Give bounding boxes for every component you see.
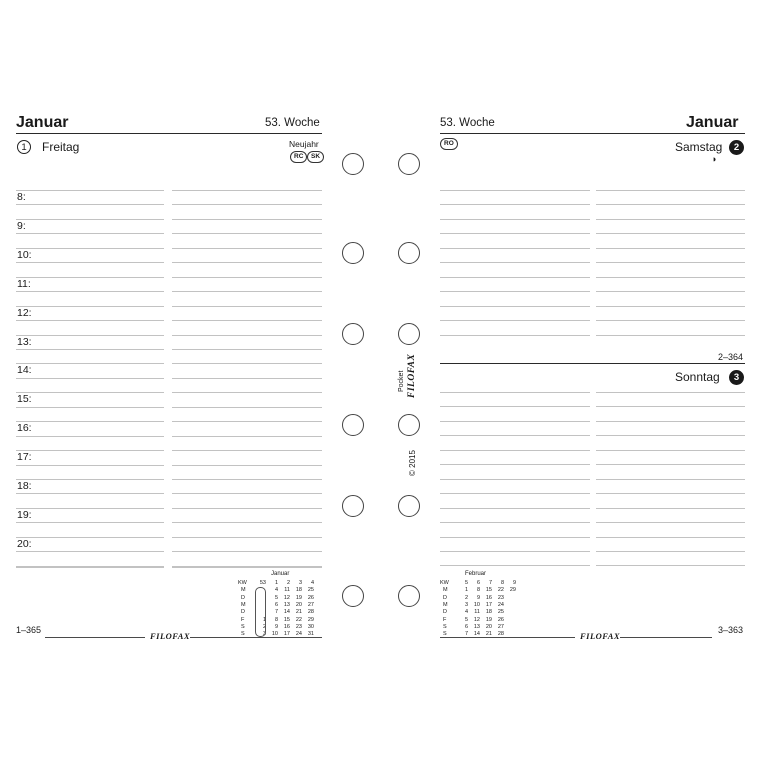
right-rule-line [440, 421, 590, 422]
mini-day-cell: 18 [295, 587, 302, 594]
left-rule-line [172, 392, 322, 393]
left-badge-sk: SK [307, 151, 324, 163]
left-rule-line [16, 493, 164, 494]
hour-label: 13: [17, 335, 32, 348]
right-rule-line [440, 306, 590, 307]
hour-label: 9: [17, 219, 26, 232]
left-rule-line [16, 306, 164, 307]
left-rule-line [16, 233, 164, 234]
binder-hole [398, 242, 420, 264]
right-rule-line [440, 565, 590, 566]
mini-day-cell: 2 [262, 623, 266, 630]
mini-weekday: F [443, 616, 447, 623]
left-rule-line [172, 190, 322, 191]
mini-day-cell: 17 [485, 601, 492, 608]
left-rule-line [172, 233, 322, 234]
mini-day-cell: 31 [307, 631, 314, 638]
mini-day-cell: 8 [274, 616, 278, 623]
left-rule-line [172, 551, 322, 552]
mini-day-cell: 13 [283, 601, 290, 608]
spine-pocket-label: Pocket [398, 370, 405, 392]
mini-day-cell: 11 [284, 587, 290, 594]
left-rule-line [172, 421, 322, 422]
left-rule-line [16, 335, 164, 336]
mini-weekday: F [241, 616, 245, 623]
left-rule-line [16, 378, 164, 379]
binder-hole [342, 495, 364, 517]
left-rule-line [16, 363, 164, 364]
left-rule-line [172, 493, 322, 494]
mini-weekday: M [241, 587, 246, 594]
mini-week-number: 2 [286, 580, 290, 586]
mini-day-cell: 6 [274, 601, 278, 608]
right-rule-line [440, 248, 590, 249]
mini-day-cell: 8 [476, 587, 480, 594]
right-rule-line [596, 219, 745, 220]
hour-label: 11: [17, 277, 31, 290]
right-rule-line [596, 406, 745, 407]
mini-day-cell: 12 [283, 594, 290, 601]
binder-hole [342, 585, 364, 607]
mini-weekday: S [241, 623, 245, 630]
mini-week-number: 1 [274, 580, 278, 586]
right-rule-line [596, 335, 745, 336]
mini-day-cell: 30 [307, 623, 314, 630]
left-rule-line [16, 479, 164, 480]
right-rule-line [440, 435, 590, 436]
sunday-name: Sonntag [675, 370, 720, 384]
right-rule-line [596, 190, 745, 191]
mini-weekday: D [241, 594, 245, 601]
mini-day-cell: 17 [283, 631, 290, 638]
right-rule-line [596, 479, 745, 480]
left-rule-line [16, 248, 164, 249]
left-rule-line [16, 349, 164, 350]
right-page-number: 3–363 [718, 625, 744, 635]
mini-day-cell: 5 [274, 594, 278, 601]
left-rule-line [172, 335, 322, 336]
mini-day-cell: 10 [271, 631, 278, 638]
right-rule-line [440, 320, 590, 321]
mini-week-number: 6 [476, 580, 480, 586]
right-header-rule [440, 133, 745, 134]
right-rule-line [596, 392, 745, 393]
mini-weekday: S [241, 631, 245, 638]
right-rule-line [440, 335, 590, 336]
left-rule-line [172, 204, 322, 205]
filofax-logo-right: FILOFAX [580, 631, 621, 641]
left-rule-line [16, 277, 164, 278]
left-rule-line [172, 450, 322, 451]
hour-label: 15: [17, 393, 32, 406]
left-rule-line [16, 567, 164, 568]
mini-week-number: 9 [512, 580, 516, 586]
hour-label: 12: [17, 306, 32, 319]
mini-day-cell: 4 [464, 609, 468, 616]
right-rule-line [440, 464, 590, 465]
mini-day-cell: 18 [485, 609, 492, 616]
day-divider-rule [440, 363, 745, 364]
mini-week-number: 3 [298, 580, 302, 586]
left-rule-line [172, 291, 322, 292]
mini-day-cell: 14 [473, 631, 480, 638]
saturday-page-number: 2–364 [718, 352, 744, 362]
mini-week-number: 8 [500, 580, 504, 586]
mini-day-cell: 3 [262, 631, 266, 638]
mini-day-cell: 4 [274, 587, 278, 594]
right-footer-rule-2 [620, 637, 712, 638]
mini-day-cell: 23 [295, 623, 302, 630]
mini-day-cell: 20 [295, 601, 302, 608]
left-rule-line [172, 277, 322, 278]
mini-day-cell: 29 [307, 616, 314, 623]
mini-kw-label: KW [238, 580, 247, 586]
hour-label: 19: [17, 508, 32, 521]
hour-label: 10: [17, 248, 32, 261]
right-rule-line [596, 537, 745, 538]
left-rule-line [16, 262, 164, 263]
mini-day-cell: 9 [476, 594, 480, 601]
right-rule-line [440, 190, 590, 191]
saturday-name: Samstag [675, 140, 723, 154]
binder-hole [342, 242, 364, 264]
right-rule-line [596, 551, 745, 552]
left-mini-calendar [238, 571, 322, 638]
mini-day-cell: 19 [295, 594, 302, 601]
mini-weekday: D [241, 609, 245, 616]
binder-hole [398, 323, 420, 345]
moon-phase-icon: ◑ [711, 154, 717, 164]
left-rule-line [172, 522, 322, 523]
right-month-title: Januar [686, 114, 739, 131]
mini-day-cell: 15 [283, 616, 290, 623]
filofax-logo-left: FILOFAX [150, 631, 191, 641]
mini-day-cell: 15 [485, 587, 492, 594]
right-rule-line [596, 277, 745, 278]
hour-label: 18: [17, 480, 32, 492]
left-page-number: 1–365 [16, 625, 42, 635]
mini-weekday: D [443, 594, 447, 601]
mini-day-cell: 25 [307, 587, 314, 594]
binder-hole [342, 414, 364, 436]
spine-filofax-logo: FILOFAX [407, 353, 417, 398]
mini-day-cell: 9 [274, 623, 278, 630]
left-badge-rc: RC [290, 151, 307, 163]
left-rule-line [16, 291, 164, 292]
mini-week-number: 4 [310, 580, 314, 586]
mini-day-cell: 23 [497, 594, 504, 601]
left-month-title: Januar [16, 114, 69, 131]
mini-week-number: 5 [464, 580, 468, 586]
left-rule-line [16, 421, 164, 422]
mini-day-cell: 24 [497, 601, 504, 608]
right-footer-rule-1 [440, 637, 575, 638]
right-rule-line [596, 565, 745, 566]
mini-day-cell: 14 [283, 609, 290, 616]
left-rule-line [172, 262, 322, 263]
hour-label: 20: [17, 537, 32, 550]
mini-day-cell: 6 [464, 623, 468, 630]
mini-day-cell: 29 [509, 587, 516, 594]
left-rule-line [172, 349, 322, 350]
mini-kw-label: KW [440, 580, 449, 586]
mini-day-cell: 16 [283, 623, 290, 630]
right-rule-line [596, 450, 745, 451]
hour-label: 16: [17, 422, 32, 435]
right-rule-line [596, 306, 745, 307]
mini-day-cell: 11 [474, 609, 480, 616]
left-footer-rule-1 [45, 637, 145, 638]
right-rule-line [596, 508, 745, 509]
mini-day-cell: 10 [473, 601, 480, 608]
left-rule-line [16, 407, 164, 408]
left-rule-line [16, 219, 164, 220]
sunday-number: 3 [729, 370, 744, 385]
spine-copyright: © 2015 [408, 450, 417, 476]
left-footer-rule-2 [190, 637, 322, 638]
mini-weekday: M [241, 601, 246, 608]
right-rule-line [440, 262, 590, 263]
mini-day-cell: 26 [497, 616, 504, 623]
mini-day-cell: 28 [307, 609, 314, 616]
mini-day-cell: 7 [274, 609, 278, 616]
left-mini-calendar-title: Januar [271, 571, 290, 577]
mini-day-cell: 26 [307, 594, 314, 601]
binder-hole [398, 153, 420, 175]
left-rule-line [16, 465, 164, 466]
left-rule-line [172, 306, 322, 307]
right-mini-calendar-title: Februar [465, 571, 487, 577]
right-rule-line [440, 450, 590, 451]
left-rule-line [16, 436, 164, 437]
right-rule-line [440, 233, 590, 234]
mini-day-cell: 27 [307, 601, 314, 608]
right-rule-line [440, 537, 590, 538]
right-rule-line [596, 248, 745, 249]
right-rule-line [440, 479, 590, 480]
right-badge-ro: RO [440, 138, 458, 150]
left-rule-line [172, 436, 322, 437]
saturday-number: 2 [729, 140, 744, 155]
right-rule-line [596, 291, 745, 292]
right-rule-line [596, 204, 745, 205]
mini-day-cell: 22 [295, 616, 302, 623]
right-rule-line [440, 219, 590, 220]
binder-hole [342, 323, 364, 345]
mini-weekday: D [443, 609, 447, 616]
right-rule-line [440, 406, 590, 407]
left-rule-line [16, 537, 164, 538]
right-rule-line [596, 421, 745, 422]
mini-day-cell: 20 [485, 623, 492, 630]
mini-day-cell: 21 [485, 631, 492, 638]
right-rule-line [596, 435, 745, 436]
right-rule-line [440, 277, 590, 278]
left-rule-line [16, 320, 164, 321]
left-rule-line [172, 407, 322, 408]
left-rule-line [16, 551, 164, 552]
mini-day-cell: 12 [473, 616, 480, 623]
right-rule-line [440, 508, 590, 509]
left-header-rule [16, 133, 322, 134]
right-rule-line [596, 233, 745, 234]
mini-weekday: M [443, 601, 448, 608]
mini-day-cell: 24 [295, 631, 302, 638]
left-week-label: 53. Woche [265, 117, 320, 129]
left-rule-line [16, 508, 164, 509]
left-day-name: Freitag [42, 140, 80, 154]
hour-label: 17: [17, 451, 32, 464]
left-rule-line [172, 378, 322, 379]
mini-day-cell: 19 [485, 616, 492, 623]
left-rule-line [16, 392, 164, 393]
right-rule-line [596, 464, 745, 465]
binder-hole [398, 414, 420, 436]
left-rule-line [172, 567, 322, 568]
right-rule-line [440, 551, 590, 552]
right-rule-line [596, 522, 745, 523]
left-rule-line [16, 204, 164, 205]
binder-hole [342, 153, 364, 175]
left-rule-line [16, 450, 164, 451]
right-rule-line [596, 493, 745, 494]
binder-hole [398, 495, 420, 517]
mini-weekday: S [443, 623, 447, 630]
left-holiday: Neujahr [289, 139, 319, 149]
mini-day-cell: 13 [473, 623, 480, 630]
left-rule-line [172, 363, 322, 364]
right-rule-line [596, 320, 745, 321]
mini-day-cell: 5 [464, 616, 468, 623]
current-week-highlight [255, 587, 266, 637]
right-rule-line [440, 522, 590, 523]
left-rule-line [172, 320, 322, 321]
left-day-number: 1 [17, 140, 31, 154]
mini-day-cell: 1 [262, 616, 266, 623]
right-rule-line [596, 262, 745, 263]
hour-label: 8: [17, 191, 26, 203]
hour-label: 14: [17, 364, 32, 377]
mini-day-cell: 16 [485, 594, 492, 601]
mini-weekday: M [443, 587, 448, 594]
mini-day-cell: 7 [464, 631, 468, 638]
left-rule-line [172, 465, 322, 466]
left-rule-line [172, 537, 322, 538]
mini-weekday: S [443, 631, 447, 638]
binder-hole [398, 585, 420, 607]
right-rule-line [440, 204, 590, 205]
left-rule-line [16, 190, 164, 191]
left-rule-line [172, 508, 322, 509]
mini-day-cell: 3 [464, 601, 468, 608]
mini-week-number: 53 [259, 580, 266, 586]
right-rule-line [440, 493, 590, 494]
mini-day-cell: 21 [295, 609, 302, 616]
right-week-label: 53. Woche [440, 117, 495, 129]
right-mini-calendar [440, 571, 524, 638]
mini-day-cell: 28 [497, 631, 504, 638]
right-rule-line [440, 392, 590, 393]
mini-day-cell: 27 [497, 623, 504, 630]
left-rule-line [172, 248, 322, 249]
mini-day-cell: 22 [497, 587, 504, 594]
left-rule-line [172, 219, 322, 220]
left-rule-line [16, 522, 164, 523]
right-rule-line [440, 291, 590, 292]
mini-day-cell: 25 [497, 609, 504, 616]
mini-week-number: 7 [488, 580, 492, 586]
left-rule-line [172, 479, 322, 480]
mini-day-cell: 1 [464, 587, 468, 594]
mini-day-cell: 2 [464, 594, 468, 601]
